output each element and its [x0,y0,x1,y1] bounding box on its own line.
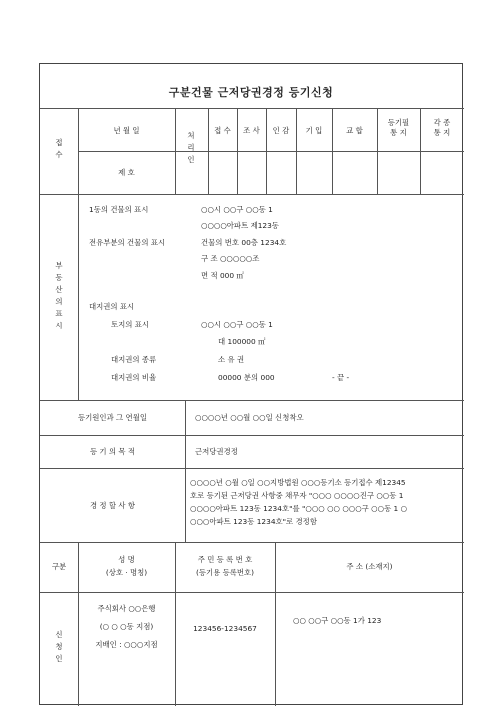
unit-label: 전유부분의 건물의 표시 [89,238,166,247]
divider [40,542,464,543]
land-line-2: 대 100000 ㎡ [218,337,266,346]
cause-value: ○○○○년 ○○월 ○○일 신청착오 [195,413,304,422]
divider [266,108,267,194]
property-label: 부동산의표시 [55,261,63,330]
cause-label: 등기원인과 그 연월일 [78,413,147,422]
applicant-name-1: 주식회사 ○○은행 [97,604,156,613]
divider [185,400,186,542]
divider [40,468,464,469]
applicant-name-3: 지배인 : ○○○지점 [95,640,158,649]
number-label: 제 호 [118,168,135,177]
applicant-label: 신청인 [55,630,63,663]
address-header: 주 소 (소재지) [346,562,393,571]
divider [40,194,464,195]
reception-label: 접수 [55,138,63,159]
name-header: 성 명 [118,555,135,564]
right-ratio-label: 대지권의 비율 [111,373,157,382]
building-label: 1동의 건물의 표시 [89,205,149,214]
divider [296,108,297,194]
unit-line-2: 구 조 ○○○○○조 [201,254,260,263]
id-subheader: (등기용 등록번호) [195,568,255,577]
land-label: 토지의 표시 [111,320,150,329]
col-completion-notice: 등기필 통 지 [387,118,410,137]
building-line-1: ○○시 ○○구 ○○동 1 [201,205,273,214]
name-subheader: (상호 · 명칭) [105,568,148,577]
end-mark: - 끝 - [332,373,350,382]
land-line-1: ○○시 ○○구 ○○동 1 [201,320,273,329]
applicant-id: 123456-1234567 [193,624,257,633]
col-reception: 접 수 [214,126,231,135]
unit-line-3: 면 적 000 ㎡ [201,271,244,280]
gubun-header: 구분 [51,562,67,571]
divider [40,400,464,401]
correction-line-2: 호로 등기된 근저당권 사항중 채무자 "○○○ ○○○○진구 ○○동 1 [190,491,404,500]
divider [78,151,464,152]
divider [208,108,209,194]
id-header: 주 민 등 록 번 호 [197,555,253,564]
unit-line-1: 건물의 번호 00층 1234호 [201,238,287,247]
purpose-label: 등 기 의 목 적 [89,447,136,456]
applicant-address: ○○ ○○구 ○○동 1가 123 [293,616,382,625]
divider [40,435,464,436]
divider [237,108,238,194]
correction-label: 경 정 할 사 항 [89,501,136,510]
right-kind-value: 소 유 권 [218,355,245,364]
purpose-value: 근저당권경정 [195,447,238,456]
col-notices: 각 종 통 지 [433,118,451,137]
applicant-name-2: (○ ○ ○동 지점) [99,622,154,631]
divider [175,108,176,194]
correction-line-4: ○○○아파트 123동 1234호"로 경정함 [190,517,317,526]
divider [40,592,464,593]
divider [78,194,79,400]
col-inspect: 조 사 [243,126,260,135]
divider [332,108,333,194]
application-form [39,63,463,705]
right-ratio-value: 00000 분의 000 [218,373,275,382]
col-entry: 기 입 [305,126,323,135]
correction-line-3: ○○○○아파트 123동 1234호"를 "○○○ ○○ ○○○구 ○○동 1 ○ [190,504,408,513]
col-seal: 인 감 [272,126,290,135]
building-line-2: ○○○○아파트 제123동 [201,221,279,230]
form-title: 구분건물 근저당권경정 등기신청 [168,86,334,99]
right-kind-label: 대지권의 종류 [111,355,157,364]
date-label: 년 월 일 [113,126,140,135]
divider [78,108,79,194]
divider [40,108,464,109]
processor-label: 처리인 [187,131,195,164]
correction-line-1: ○○○○년 ○월 ○일 ○○지방법원 ○○○등기소 등기접수 제12345 [190,478,406,487]
col-check: 교 합 [346,126,363,135]
land-right-label: 대지권의 표시 [89,302,135,311]
